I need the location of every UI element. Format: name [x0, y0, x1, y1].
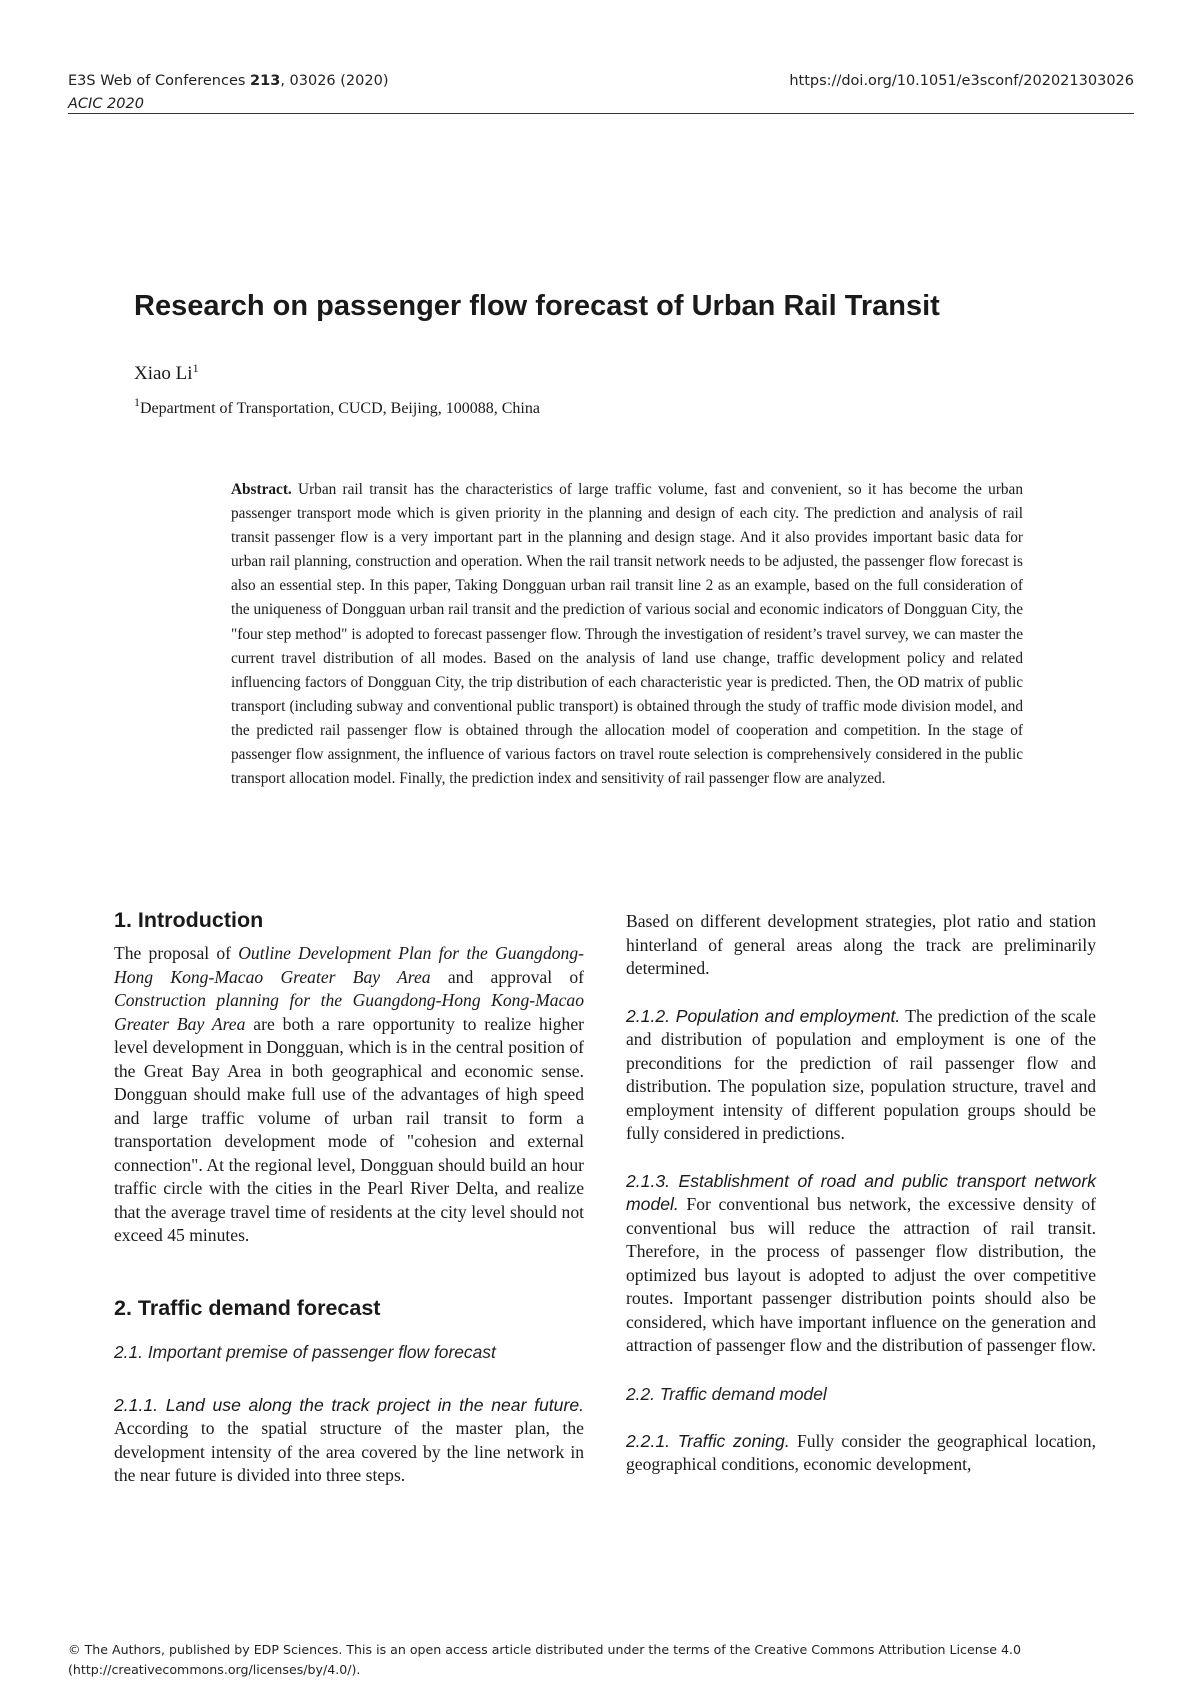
- intro-italic-construction-title: Construction planning for the Guangdong-Hong Kong-Macao Greater Bay Area: [114, 990, 584, 1034]
- introduction-paragraph: [114, 942, 584, 1248]
- right-column: [626, 910, 1096, 1477]
- subsubsection-heading-2-2-1: 2.2.1. Traffic zoning.: [626, 1430, 790, 1451]
- author-affiliation-marker: 1: [192, 361, 199, 375]
- license-statement: © The Authors, published by EDP Sciences. This is an open access article distributed under the terms of the Creative Commons Attribution License 4.0: [68, 1642, 1022, 1657]
- license-footer: [68, 1640, 1134, 1680]
- paragraph-2-2-1-text: Fully consider the geographical location, geographical conditions, economic development,: [626, 1430, 1096, 1474]
- paragraph-2-1-1-text: According to the spatial structure of the master plan, the development intensity of the area covered by the line network in the near future is divided into three steps.: [114, 1418, 584, 1485]
- subsubsection-heading-2-1-1: 2.1.1. Land use along the track project in the near future.: [114, 1394, 584, 1415]
- article-reference: , 03026 (2020): [280, 73, 389, 89]
- subsubsection-heading-2-1-3: 2.1.3. Establishment of road and public transport network model.: [626, 1170, 1096, 1214]
- paragraph-2-1-2: [626, 1005, 1096, 1146]
- abstract: [231, 478, 1023, 791]
- subsection-heading-2-2: 2.2. Traffic demand model: [626, 1383, 827, 1404]
- paragraph-2-1-3: [626, 1170, 1096, 1358]
- author-name: Xiao Li: [134, 363, 193, 384]
- paragraph-2-1-1: [114, 1394, 584, 1488]
- license-url[interactable]: (http://creativecommons.org/licenses/by/4.0/).: [68, 1662, 361, 1677]
- abstract-label: Abstract.: [231, 481, 292, 498]
- paragraph-2-1-3-text: For conventional bus network, the excessive density of conventional bus will reduce the attraction of rail transit. Therefore, in the process of passenger flow distribution, the optimized bus layout is adopted to adjust the over competitive routes. Important passenger distribution points should also be considered, which have important influence on the generation and attraction of passenger flow and the distribution of passenger flow.: [626, 1194, 1096, 1355]
- paragraph-2-1-2-text: The prediction of the scale and distribution of population and employment is one of the preconditions for the prediction of rail passenger flow and distribution. The population size, population structure, travel and employment intensity of different population groups should be fully considered in predictions.: [626, 1005, 1096, 1143]
- intro-text-1: The proposal of: [114, 943, 239, 963]
- affiliation-text: Department of Transportation, CUCD, Beijing, 100088, China: [140, 400, 540, 417]
- affiliation-marker: 1: [134, 395, 140, 409]
- abstract-text: Urban rail transit has the characteristics of large traffic volume, fast and convenient, so it has become the urban passenger transport mode which is given priority in the planning and design of each city. The prediction and analysis of rail transit passenger flow is a very important part in the planning and design stage. And it also provides important basic data for urban rail planning, construction and operation. When the rail transit network needs to be adjusted, the passenger flow forecast is also an essential step. In this paper, Taking Dongguan urban rail transit line 2 as an example, based on the full consideration of the uniqueness of Dongguan urban rail transit and the prediction of various social and economic indicators of Dongguan City, the "four step method" is adopted to forecast passenger flow. Through the investigation of resident’s travel survey, we can master the current travel distribution of all modes. Based on the analysis of land use change, traffic development policy and related influencing factors of Dongguan City, the trip distribution of each characteristic year is predicted. Then, the OD matrix of public transport (including subway and conventional public transport) is obtained through the study of traffic mode division model, and the predicted rail passenger flow is obtained through the allocation model of cooperation and competition. In the stage of passenger flow assignment, the influence of various factors on travel route selection is comprehensively considered in the public transport allocation model. Finally, the prediction index and sensitivity of rail passenger flow are analyzed.: [231, 481, 1023, 788]
- subsection-heading-2-1: 2.1. Important premise of passenger flow forecast: [114, 1341, 496, 1362]
- intro-text-3: are both a rare opportunity to realize higher level development in Dongguan, which is in the central position of the Great Bay Area in both geographical and economic sense. Dongguan should make full use of the advantages of high speed and large traffic volume of urban rail transit to form a transportation development mode of "cohesion and external connection". At the regional level, Dongguan should build an hour traffic circle with the cities in the Pearl River Delta, and realize that the average travel time of residents at the city level should not exceed 45 minutes.: [114, 1013, 584, 1245]
- section-heading-traffic-demand: 2. Traffic demand forecast: [114, 1295, 381, 1320]
- paragraph-2-2-1: [626, 1430, 1096, 1477]
- paper-title: Research on passenger flow forecast of Urban Rail Transit: [134, 290, 940, 322]
- header-divider: [68, 113, 1134, 114]
- journal-volume: 213: [250, 73, 281, 89]
- running-header-left: [68, 70, 388, 116]
- left-column: [114, 906, 584, 1488]
- journal-citation: [68, 70, 388, 93]
- doi-link[interactable]: https://doi.org/10.1051/e3sconf/202021303026: [789, 73, 1134, 89]
- intro-text-2: and approval of: [430, 966, 584, 987]
- continued-paragraph: Based on different development strategies, plot ratio and station hinterland of general areas along the track are preliminarily determined.: [626, 911, 1096, 978]
- conference-name: ACIC 2020: [68, 96, 144, 112]
- journal-name: E3S Web of Conferences: [68, 73, 251, 89]
- subsubsection-heading-2-1-2: 2.1.2. Population and employment.: [626, 1005, 901, 1026]
- affiliation-line: [134, 395, 540, 420]
- author-line: [134, 362, 199, 386]
- intro-italic-plan-title: Outline Development Plan for the Guangdong-Hong Kong-Macao Greater Bay Area: [114, 943, 584, 987]
- section-heading-introduction: 1. Introduction: [114, 908, 264, 932]
